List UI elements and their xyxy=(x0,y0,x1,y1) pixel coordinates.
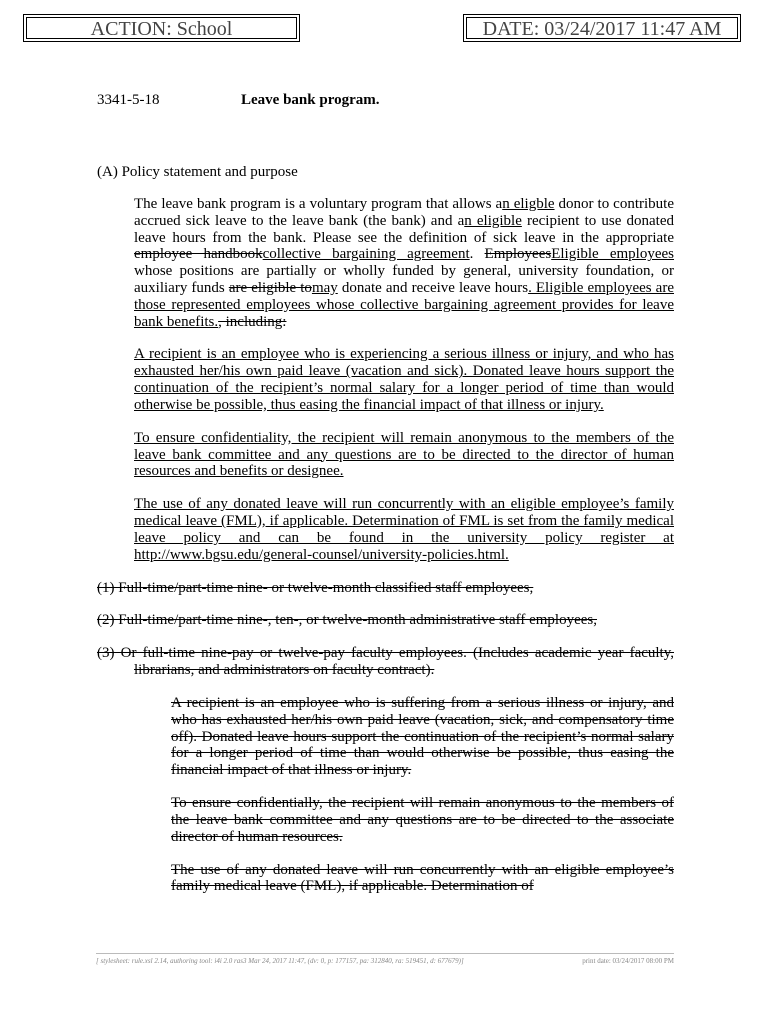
text-run: donor to contribute accrued sick leave to the leave bank (the bank) and a xyxy=(134,196,675,229)
text-run: . xyxy=(469,246,485,263)
inserted-text: n eligble xyxy=(502,196,555,212)
rule-title: Leave bank program. xyxy=(241,92,380,108)
paragraph-confidentiality xyxy=(134,430,674,480)
deleted-text: A recipient is an employee who is suffering from a serious illness or injury, and who has exhausted her/his own paid leave (vacation, sick, and compensatory time off). Donated leave hours support the continuation of the recipient’s normal salary for a longer period of time than would otherwise be possible, thus easing the financial impact of that illness or injury. xyxy=(171,694,674,779)
action-header-box xyxy=(23,14,300,42)
text-run: The leave bank program is a voluntary program that allows a xyxy=(134,196,503,212)
text-run: donate and receive leave hours xyxy=(337,279,529,296)
footer-metadata: [ stylesheet: rule.xsl 2.14, authoring tool: i4i 2.0 ras3 Mar 24, 2017 11:47, (dv: 0, p: 177157, pa: 312840, ra: 519451, d: 677679)] xyxy=(96,957,464,965)
deleted-text: Employees xyxy=(484,246,552,263)
inserted-text: To ensure confidentiality, the recipient will remain anonymous to the members of the leave bank committee and any questions are to be directed to the director of human resources and benefits or designee. xyxy=(134,429,674,480)
rule-number: 3341-5-18 xyxy=(97,92,160,108)
date-header-box xyxy=(463,14,741,42)
footer-divider xyxy=(96,953,674,954)
deleted-text: The use of any donated leave will run concurrently with an eligible employee’s family medical leave (FML), if applicable. Determination of xyxy=(171,861,674,895)
deleted-text: , including: xyxy=(218,313,287,330)
action-label: ACTION: School xyxy=(26,17,297,39)
footer-print-date: print date: 03/24/2017 08:00 PM xyxy=(582,957,674,965)
sub-paragraph-3 xyxy=(171,862,674,896)
inserted-text: The use of any donated leave will run concurrently with an eligible employee’s family medical leave (FML), if applicable. Determination of FML is set from the family medical leave policy and can be found in the university policy register at http://www.bgsu.edu/general-counsel/university-policies.html. xyxy=(134,496,674,563)
paragraph-recipient xyxy=(134,346,674,413)
deleted-text: (1) Full-time/part-time nine- or twelve-month classified staff employees, xyxy=(97,579,534,596)
sub-paragraph-2 xyxy=(171,795,674,845)
text-run: recipient to use donated leave hours from the bank. Please see the definition of sick leave in the appropriate xyxy=(134,212,674,246)
deleted-text: To ensure confidentially, the recipient will remain anonymous to the members of the leave bank committee and any questions are to be directed to the associate director of human resources. xyxy=(171,795,674,845)
section-a-heading: (A) Policy statement and purpose xyxy=(97,164,298,180)
paragraph-fml xyxy=(134,496,674,563)
sub-paragraph-1 xyxy=(171,695,674,779)
inserted-text: A recipient is an employee who is experiencing a serious illness or injury, and who has exhausted her/his own paid leave (vacation and sick). Donated leave hours support the continuation of the recipient’s normal salary for a longer period of time than would otherwise be possible, thus easing the financial impact of that illness or injury. xyxy=(134,346,674,413)
inserted-text: . Eligible employees are those represented employees whose collective bargaining agreement provides for leave bank benefits. xyxy=(134,279,674,330)
deleted-text: (3) Or full-time nine-pay or twelve-pay faculty employees. (Includes academic year faculty, librarians, and administrators on faculty contract). xyxy=(97,645,674,679)
text-run: whose positions are partially or wholly funded by general, university foundation, or auxiliary funds xyxy=(134,263,674,296)
inserted-text: n eligible xyxy=(464,212,522,229)
deleted-text: employee handbook xyxy=(134,246,263,263)
paragraph-purpose xyxy=(134,196,674,330)
deleted-text: are eligible to xyxy=(228,279,312,296)
list-item-2 xyxy=(97,612,674,629)
list-item-1 xyxy=(97,580,674,597)
document-body xyxy=(97,196,675,911)
inserted-text: Eligible employees xyxy=(551,246,675,263)
list-item-3 xyxy=(97,645,674,679)
inserted-text: collective bargaining agreement xyxy=(262,246,470,263)
inserted-text: may xyxy=(311,279,338,296)
deleted-text: (2) Full-time/part-time nine-, ten-, or twelve-month administrative staff employees, xyxy=(97,612,598,629)
date-label: DATE: 03/24/2017 11:47 AM xyxy=(466,17,738,39)
